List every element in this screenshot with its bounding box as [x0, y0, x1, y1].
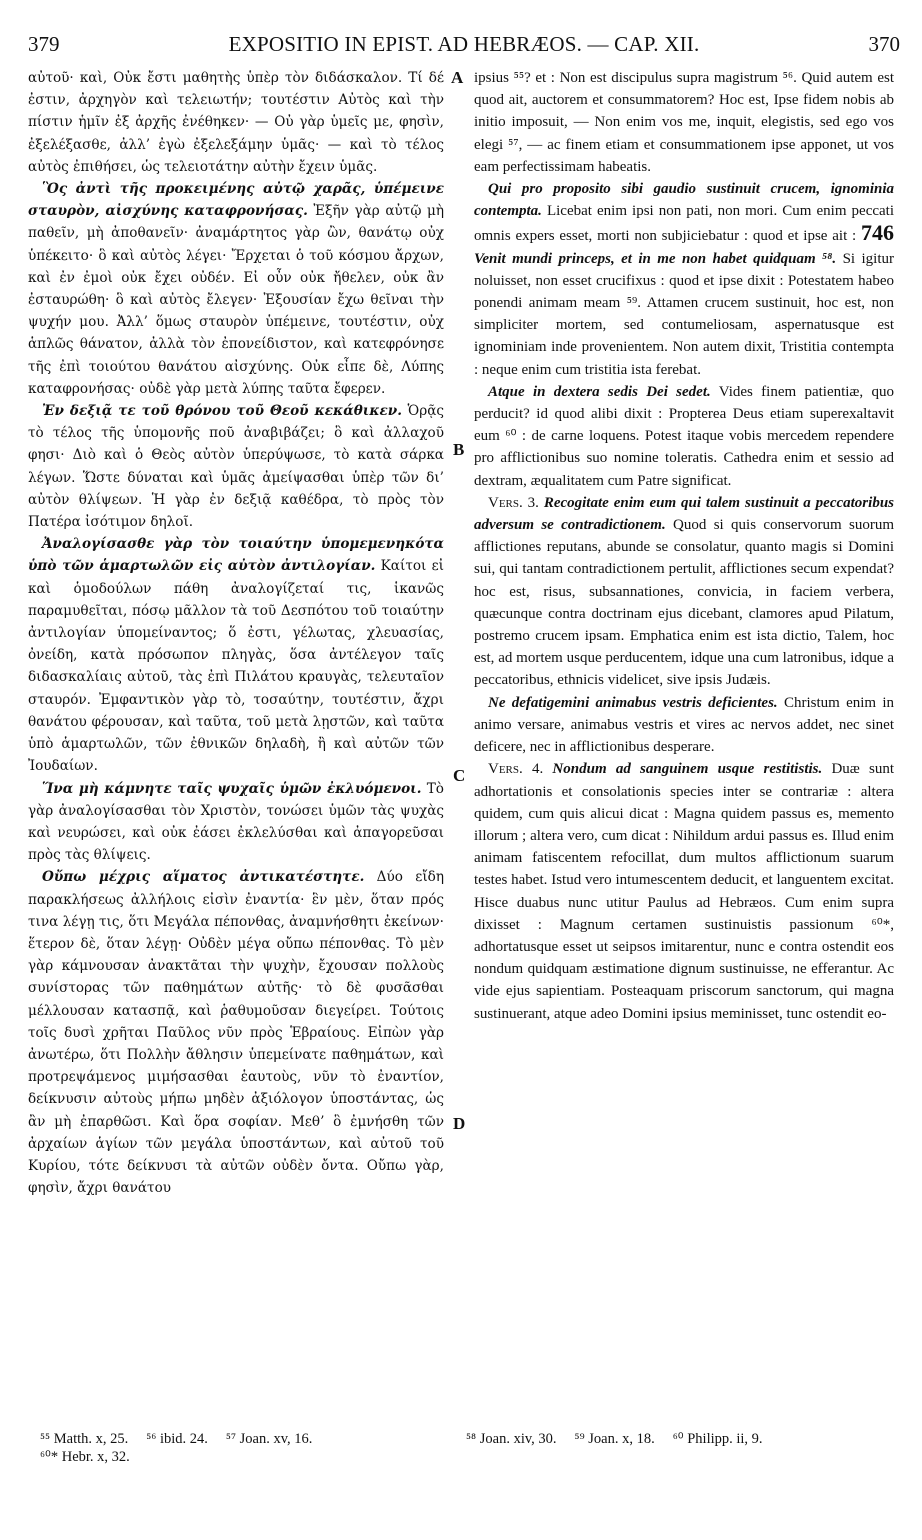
greek-column	[28, 67, 444, 1427]
greek-paragraph-3	[28, 400, 444, 533]
greek-paragraph-5	[28, 778, 444, 867]
greek-text-6: Δύο εἴδη παρακλήσεως ἀλλήλοις εἰσὶν ἐναντία· ἓν μὲν, ὅταν πρός τινα λέγῃ τις, ὅτι Μεγάλα πέπονθας, ἀναμνήσθητι ἐκείνων· ἕτερον δὲ, ὅταν λέγῃ· Οὐδὲν μέγα οὔπω πέπονθας. Τὸ μὲν γὰρ κάμνουσαν ἀνακτᾶται τὴν ψυχὴν, ἔχουσαν πολλοὺς συνίστορας τῶν παθημάτων αὐτῆς· τὸ δὲ φυσᾶσθαι μέλλουσαν κατασπᾷ, καὶ ῥαθυμοῦσαν διεγείρει. Τούτοις τοῖς δυσὶ χρῆται Παῦλος νῦν πρὸς Ἑβραίους. Εἰπὼν γὰρ ἀνωτέρω, ὅτι Πολλὴν ἄθλησιν ὑπεμείνατε παθημάτων, καὶ προτρεψάμενος μιμήσασθαι ἑαυτοὺς, νῦν τὸ ἐναντίον, δείκνυσιν αὐτοὺς μήπω μηδὲν ἀξιόλογον ὑποστάντας, ὡς ἂν μὴ ἐπαρθῶσι. Καὶ ὅρα σοφίαν. Μεθ’ ὃ ἐμνήσθη τῶν ἀρχαίων ἁγίων τῶν μεγάλα ὑποστάντων, καὶ αὐτοῦ τοῦ Κυρίου, τότε δείκνυσι τὰ αὐτῶν οὐδὲν ὄντα. Οὔπω γὰρ, φησὶν, ἄχρι θανάτου	[28, 869, 444, 1197]
latin-paragraph-6	[474, 758, 894, 1024]
latin-paragraph-5	[474, 692, 894, 759]
latin-lemma-5: Ne defatigemini animabus vestris deficientes.	[488, 694, 778, 711]
greek-text-4: Καίτοι εἰ καὶ ὁμοδούλων πάθη ἀναλογίζεταί τις, ἱκανῶς παραμυθεῖται, πόσῳ μᾶλλον τὰ τοῦ Δεσπότου τοῦ τοιαύτην ἀντιλογίαν ὑπομείναντος; ὅ ἐστι, γέλωτας, χλευασίας, ὀνείδη, κατὰ πρόσωπον πληγὰς, ὅσα ἀντέλεγον ταῖς διδασκαλίαις αὐτοῦ, τὰς ἐπὶ Πιλάτου κραυγὰς, τελευταῖον σταυρόν. Ἐμφαντικὸν γὰρ τὸ, τοσαύτην, τουτέστιν, ἄχρι θανάτου φέρουσαν, καὶ ταῦτα, τοῦ μετὰ λῃστῶν, καὶ ταῦτα ὑπὸ ἁμαρτωλῶν, τῶν ἐθνικῶν δηλαδὴ, ἢ καὶ αὐτῶν τῶν Ἰουδαίων.	[28, 558, 444, 775]
footnote: ⁶⁰ Philipp. ii, 9.	[672, 1431, 763, 1447]
footnote: ⁶⁰* Hebr. x, 32.	[40, 1449, 130, 1465]
latin-paragraph-2	[474, 178, 894, 381]
greek-lemma-6: Οὔπω μέχρις αἵματος ἀντικατέστητε.	[42, 869, 365, 886]
margin-letter-a: A	[451, 68, 464, 87]
margin-letter-d: D	[453, 1114, 466, 1133]
latin-lemma-4: Recogitate enim eum qui talem sustinuit a peccatoribus adversum se contradictionem.	[474, 494, 894, 534]
running-head: EXPOSITIO IN EPIST. AD HEBRÆOS. — CAP. XII.	[228, 32, 700, 56]
footnotes-left	[40, 1430, 460, 1466]
page-header	[28, 32, 900, 58]
greek-paragraph-1: αὐτοῦ· καὶ, Οὐκ ἔστι μαθητὴς ὑπὲρ τὸν διδάσκαλον. Τί δέ ἐστιν, ἀρχηγὸν καὶ τελειωτήν; τουτέστιν Αὐτὸς καὶ τὴν πίστιν ἡμῖν ἐξ ἀρχῆς ἐνέθηκεν· — Οὐ γὰρ ὑμεῖς με, φησὶν, ἐξελέξασθε, ἀλλ’ ἐγὼ ἐξελεξάμην ὑμᾶς· — καὶ τὸ τέλος αὐτὸς ἐπιθήσει, ὡς τελειοτάτην αὐτὴν ἔχειν ὑμᾶς.	[28, 70, 444, 175]
latin-paragraph-4	[474, 492, 894, 692]
latin-text-2b: Si igitur noluisset, non esset crucifixus : quod et ipse dixit : Potestatem habeo ponendi animam meam ⁵⁹. Attamen crucem sustinuit, hoc est, non simpliciter mortem, sed contumeliosam, aspernatusque est ignominiam inde provenientem. Non autem dixit, Tristitia contempta : neque enim cum tristitia ista ferebat.	[474, 250, 894, 378]
footnote: ⁵⁶ ibid. 24.	[146, 1431, 208, 1447]
footnote: ⁵⁷ Joan. xv, 16.	[225, 1431, 313, 1447]
greek-text-5: Τὸ γὰρ ἀναλογίσασθαι τὸν Χριστὸν, τονώσει ὑμῶν τὰς ψυχὰς καὶ νευρώσει, καὶ οὐκ ἐάσει ἐκλελύσθαι καὶ ἀπαγορεῦσαι πρὸς τὰς θλίψεις.	[28, 780, 444, 864]
footnote: ⁵⁹ Joan. x, 18.	[574, 1431, 655, 1447]
latin-text-2a: Licebat enim ipsi non pati, non mori. Cum enim peccati omnis expers esset, morti non subjiciebatur : quod et ipse ait :	[474, 203, 894, 245]
greek-lemma-5: Ἵνα μὴ κάμνητε ταῖς ψυχαῖς ὑμῶν ἐκλυόμενοι.	[42, 780, 422, 797]
verse-label-4: Vers. 4.	[488, 761, 544, 778]
greek-lemma-2: Ὃς ἀντὶ τῆς προκειμένης αὐτῷ χαρᾶς, ὑπέμεινε σταυρὸν, αἰσχύνης καταφρονήσας.	[28, 181, 444, 220]
latin-lemma-2b: Venit mundi princeps, et in me non habet quidquam ⁵⁸.	[474, 250, 837, 267]
footnote: ⁵⁸ Joan. xiv, 30.	[466, 1431, 557, 1447]
latin-text-3: Vides finem patientiæ, quo perducit? id quod alibi dixit : Propterea Deus etiam superexaltavit eum ⁶⁰ : de carne loquens. Potest itaque vobis mercedem rependere pro afflictionibus suo nomine toleratis. Cathedra enim et sessio ad dextram, æqualitatem cum Patre significat.	[474, 383, 894, 489]
greek-paragraph-6	[28, 866, 444, 1199]
greek-paragraph-2	[28, 178, 444, 400]
page-number-right: 370	[868, 32, 900, 56]
greek-paragraph-4	[28, 533, 444, 777]
footnotes-right	[466, 1430, 896, 1448]
footnote: ⁵⁵ Matth. x, 25.	[40, 1431, 129, 1447]
greek-text-2: Ἐξῆν γὰρ αὐτῷ μὴ παθεῖν, μὴ ἀποθανεῖν· ἀναμάρτητος γὰρ ὢν, θανάτῳ οὐχ ὑπέκειτο· ὃ καὶ αὐτὸς λέγει· Ἔρχεται ὁ τοῦ κόσμου ἄρχων, καὶ ἐν ἐμοὶ οὐκ ἔχει οὐδέν. Εἰ οὖν οὐκ ἤθελεν, οὐκ ἂν ἐσταυρώθη· ὃ καὶ αὐτὸς ἔλεγεν· Ἐξουσίαν ἔχω θεῖναι τὴν ψυχήν μου. Ἀλλ’ ὅμως σταυρὸν ὑπέμεινε, τουτέστιν, οὐχ ἁπλῶς θάνατον, ἀλλὰ τὸν ἐπονείδιστον, καὶ κατεφρόνησε τῆς ἐπὶ τοιούτου θανάτου αἰσχύνης. Οὐκ εἶπε δὲ, Λύπης καταφρονήσας· οὐδὲ γὰρ μετὰ λύπης ταῦτα ἔφερεν.	[28, 203, 444, 397]
greek-lemma-3: Ἐν δεξιᾷ τε τοῦ θρόνου τοῦ Θεοῦ κεκάθικεν.	[42, 403, 402, 420]
latin-lemma-3: Atque in dextera sedis Dei sedet.	[488, 383, 711, 400]
greek-lemma-4: Ἀναλογίσασθε γὰρ τὸν τοιαύτην ὑπομεμενηκότα ὑπὸ τῶν ἁμαρτωλῶν εἰς αὐτὸν ἀντιλογίαν.	[28, 536, 444, 575]
latin-lemma-2: Qui pro proposito sibi gaudio sustinuit crucem, ignominia contempta.	[474, 181, 894, 220]
latin-text-5: Christum enim in animo versare, animabus vestris et vires ac nervos addet, nec sinet deficere, nec in afflictionibus desperare.	[474, 694, 894, 756]
page-marker: 746	[861, 220, 894, 246]
latin-lemma-6: Nondum ad sanguinem usque restitistis.	[543, 761, 823, 778]
margin-letter-c: C	[453, 766, 466, 785]
latin-paragraph-1: ipsius ⁵⁵? et : Non est discipulus supra magistrum ⁵⁶. Quid autem est quod ait, auctorem et consummatorem? Hoc est, Ipse fidem nobis ab initio imposuit, — Non enim vos me, inquit, elegistis, sed ego vos elegi ⁵⁷, — ac finem etiam et consummationem ipse apponet, ut vos eam perfectissimam habeatis.	[474, 70, 894, 175]
verse-label-3: Vers. 3.	[488, 494, 539, 511]
page-number-left: 379	[28, 32, 60, 56]
latin-text-4: Quod si quis conservorum suorum afflictiones reputans, abunde se consolatur, quanto magis si Domini sui, qui tantam contradictionem pertulit, afflictiones secum expendat? hoc est, risus, subsannationes, convicia, in faciem verbera, quæcunque contra doctrinam ejus dicebant, clamores apud Pilatum, postremo crucem ipsam. Emphatica enim est ista dictio, Talem, hoc est, ad mortem usque perducentem, idque una cum latronibus, idque a peccatoribus, ethnicis videlicet, sive ipsis Judæis.	[474, 517, 894, 689]
latin-paragraph-3	[474, 381, 894, 492]
greek-text-3: Ὁρᾷς τὸ τέλος τῆς ὑπομονῆς ποῦ ἀναβιβάζει; ὃ καὶ ἀλλαχοῦ φησι· Διὸ καὶ ὁ Θεὸς αὐτὸν ὑπερύψωσε, τὸ κατὰ σάρκα λέγων. Ὥστε δύναται καὶ ὑμᾶς ἀμείψασθαι ὑπὲρ τῶν δι’ αὐτὸν θλίψεων. Ἡ γὰρ ἐν δεξιᾷ καθέδρα, τὸ πρὸς τὸν Πατέρα ἰσότιμον δηλοῖ.	[28, 403, 444, 531]
latin-text-6: Duæ sunt adhortationis et consolationis species inter se contrariæ : altera quidem, cum quis alicui dicat : Magna quidem passus es, memento illorum ; altera vero, cum dicat : Nihildum ardui passus es. Illud enim animam fatiscentem refocillat, dum multos afflictionum suarum testes habet. Istud vero intumescentem deducit, et languentem excitat. Hisce duabus nunc utitur Paulus ad Hebræos. Cum enim supra dixisset : Magnum certamen sustinuistis passionum ⁶⁰*, adhortatusque esset ut seipsos imitarentur, nunc e contra ostendit eos nondum quidquam æstimatione dignum sustinuisse, ne efferantur. Ac vide ejus sapientiam. Posteaquam priscorum sanctorum, qui magna sustinuerant, atque adeo Domini ipsius meminisset, tunc ostendit eo-	[474, 761, 894, 1022]
margin-letter-b: B	[453, 440, 465, 459]
latin-column	[474, 67, 894, 1427]
